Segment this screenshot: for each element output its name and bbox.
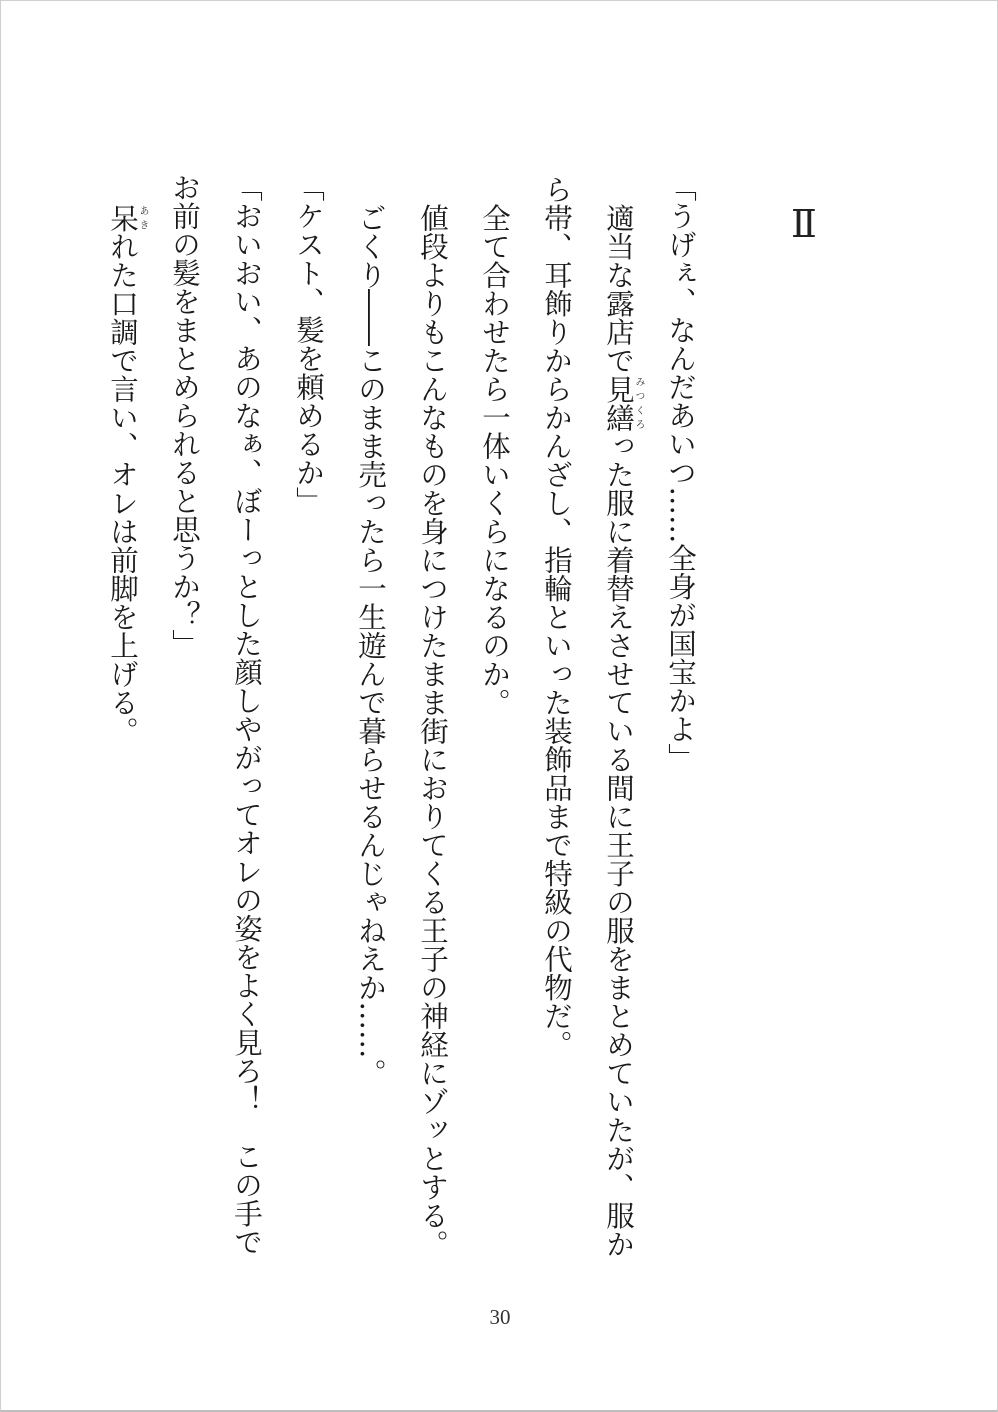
paragraph-5-text: ごくり――このまま売ったら一生遊んで暮らせるんじゃねえか……。	[354, 203, 387, 1087]
ruby-reading: みつくろ	[633, 374, 644, 432]
ruby-aki	[106, 203, 148, 233]
paragraph-5	[339, 173, 401, 1273]
paragraph-4	[401, 173, 463, 1273]
paragraph-2-rest: った服に着替えさせている間に王子の服をまとめていたが、服から帯、耳飾りからかんざし、指輪といった装飾品まで特級の代物だ。	[540, 175, 635, 1258]
ruby-reading: あき	[137, 203, 148, 232]
ruby-base: 呆	[106, 203, 139, 232]
paragraph-8	[91, 173, 153, 1273]
paragraph-dialogue-6: 「ケスト、髪を頼めるか」	[292, 173, 325, 515]
paragraph-2	[525, 173, 649, 1273]
paragraph-2-lead: 適当な露店で	[602, 203, 635, 375]
paragraph-dialogue-1: 「うげぇ、なんだあいつ……全身が国宝かよ」	[664, 173, 697, 772]
chapter-heading: Ⅱ	[791, 202, 818, 246]
ruby-base: 見繕	[602, 374, 635, 432]
paragraph-4-text: 値段よりもこんなものを身につけたまま街におりてくる王子の神経にゾッとする。	[416, 203, 449, 1258]
paragraph-8-rest: れた口調で言い、オレは前脚を上げる。	[106, 232, 139, 745]
paragraph-3-text: 全て合わせたら一体いくらになるのか。	[478, 203, 511, 717]
paragraph-dialogue-7: 「おいおい、あのなぁ、ぼーっとした顔しやがってオレの姿をよく見ろ！ この手でお前の髪をまとめられると思うか？」	[168, 173, 263, 1256]
vertical-text-body	[106, 173, 711, 1273]
page-number: 30	[489, 1305, 511, 1329]
ruby-mitsukuro	[602, 374, 644, 432]
paragraph-3	[463, 173, 525, 1273]
